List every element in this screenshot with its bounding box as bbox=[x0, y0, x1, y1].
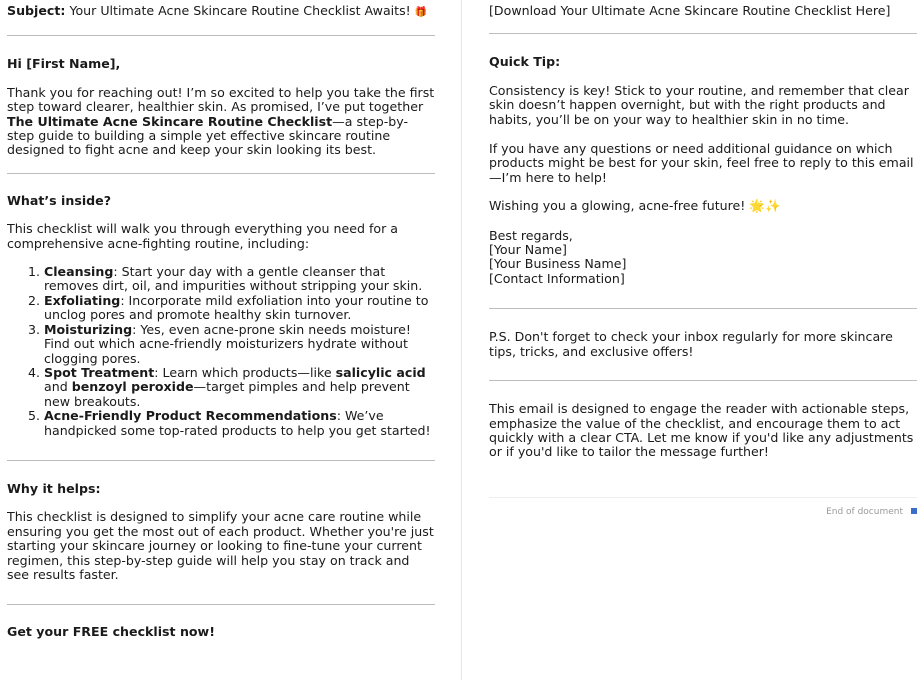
item-text: : We’ve handpicked some top-rated products to help you get started! bbox=[44, 408, 431, 438]
ingredient: salicylic acid bbox=[335, 364, 426, 380]
end-label: End of document bbox=[826, 506, 903, 517]
ps-paragraph: P.S. Don't forget to check your inbox regularly for more skincare tips, tricks, and exclusive offers! bbox=[489, 329, 893, 359]
divider bbox=[7, 35, 435, 36]
signature-business: [Your Business Name] bbox=[489, 256, 627, 272]
item-text: : Incorporate mild exfoliation into your routine to unclog pores and promote healthy skin turnover. bbox=[44, 292, 429, 323]
divider bbox=[7, 604, 435, 605]
item-text: : Yes, even acne-prone skin needs moisture! Find out which acne-friendly moisturizers hydrate without clogging pores. bbox=[44, 321, 411, 366]
end-divider bbox=[489, 497, 917, 498]
end-of-document bbox=[489, 507, 917, 518]
questions-paragraph: If you have any questions or need additional guidance on which products might be best for your skin, feel free to reply to this email—I’m here to help! bbox=[489, 141, 914, 185]
intro-text: Thank you for reaching out! I’m so excited to help you take the first step toward clearer, healthier skin. As promised, I’ve put together bbox=[7, 84, 435, 115]
signature-contact: [Contact Information] bbox=[489, 270, 625, 286]
why-paragraph: This checklist is designed to simplify your acne care routine while ensuring you get the most out of each product. Whether you're just starting your skincare journey or looking to fine-tune your current regimen, this step-by-step guide will help you stay on track and see results faster. bbox=[7, 509, 434, 582]
wishing-line: Wishing you a glowing, acne-free future! 🌟✨ bbox=[489, 198, 781, 214]
list-item bbox=[44, 294, 435, 323]
divider bbox=[489, 33, 917, 34]
divider bbox=[7, 173, 435, 174]
intro-text-cont: —a step-by-step guide to building a simple yet effective skincare routine designed to fight acne and keep your skin looking its best. bbox=[7, 113, 409, 158]
item-text: and bbox=[44, 379, 72, 395]
item-title: Cleansing bbox=[44, 264, 114, 280]
inside-intro: This checklist will walk you through everything you need for a comprehensive acne-fighting routine, including: bbox=[7, 221, 398, 251]
left-column bbox=[7, 0, 435, 640]
signoff: Best regards, bbox=[489, 227, 573, 243]
signature-block bbox=[489, 229, 917, 287]
item-text: : Learn which products—like bbox=[154, 364, 336, 380]
item-title: Moisturizing bbox=[44, 321, 133, 337]
item-text: —target pimples and help prevent new breakouts. bbox=[44, 379, 410, 409]
divider bbox=[489, 380, 917, 381]
list-item bbox=[44, 409, 435, 438]
list-item bbox=[44, 265, 435, 294]
greeting: Hi [First Name], bbox=[7, 56, 121, 72]
list-item bbox=[44, 323, 435, 366]
item-title: Exfoliating bbox=[44, 292, 121, 308]
subject-text: Your Ultimate Acne Skincare Routine Checklist Awaits! bbox=[65, 3, 415, 18]
ingredient: benzoyl peroxide bbox=[71, 379, 194, 395]
item-title: Acne-Friendly Product Recommendations bbox=[44, 408, 337, 424]
right-column bbox=[489, 0, 917, 518]
end-marker-icon bbox=[911, 508, 917, 514]
subject-label: Subject: bbox=[7, 3, 66, 18]
tip-paragraph: Consistency is key! Stick to your routine, and remember that clear skin doesn’t happen overnight, but with the right products and habits, you’ll be on your way to healthier skin in no time. bbox=[489, 82, 909, 127]
note-paragraph: This email is designed to engage the reader with actionable steps, emphasize the value of the checklist, and encourage them to act quickly with a clear CTA. Let me know if you'd like any adjustments or if you'd like to tailor the message further! bbox=[489, 401, 914, 460]
list-item bbox=[44, 366, 435, 409]
column-divider bbox=[461, 0, 462, 680]
cta-heading: Get your FREE checklist now! bbox=[7, 624, 215, 640]
divider bbox=[7, 460, 435, 461]
checklist-items bbox=[7, 265, 435, 438]
subject-line bbox=[7, 4, 435, 20]
gift-icon: 🎁 bbox=[414, 7, 428, 18]
item-text: : Start your day with a gentle cleanser that removes dirt, oil, and impurities without stripping your skin. bbox=[44, 264, 423, 294]
checklist-title: The Ultimate Acne Skincare Routine Checklist bbox=[7, 113, 333, 129]
signature-name: [Your Name] bbox=[489, 242, 567, 258]
section-heading-why: Why it helps: bbox=[7, 480, 101, 496]
section-heading-inside: What’s inside? bbox=[7, 192, 111, 208]
section-heading-tip: Quick Tip: bbox=[489, 54, 561, 70]
download-link[interactable]: [Download Your Ultimate Acne Skincare Routine Checklist Here] bbox=[489, 3, 891, 18]
intro-paragraph bbox=[7, 86, 435, 158]
item-title: Spot Treatment bbox=[44, 364, 155, 380]
divider bbox=[489, 308, 917, 309]
